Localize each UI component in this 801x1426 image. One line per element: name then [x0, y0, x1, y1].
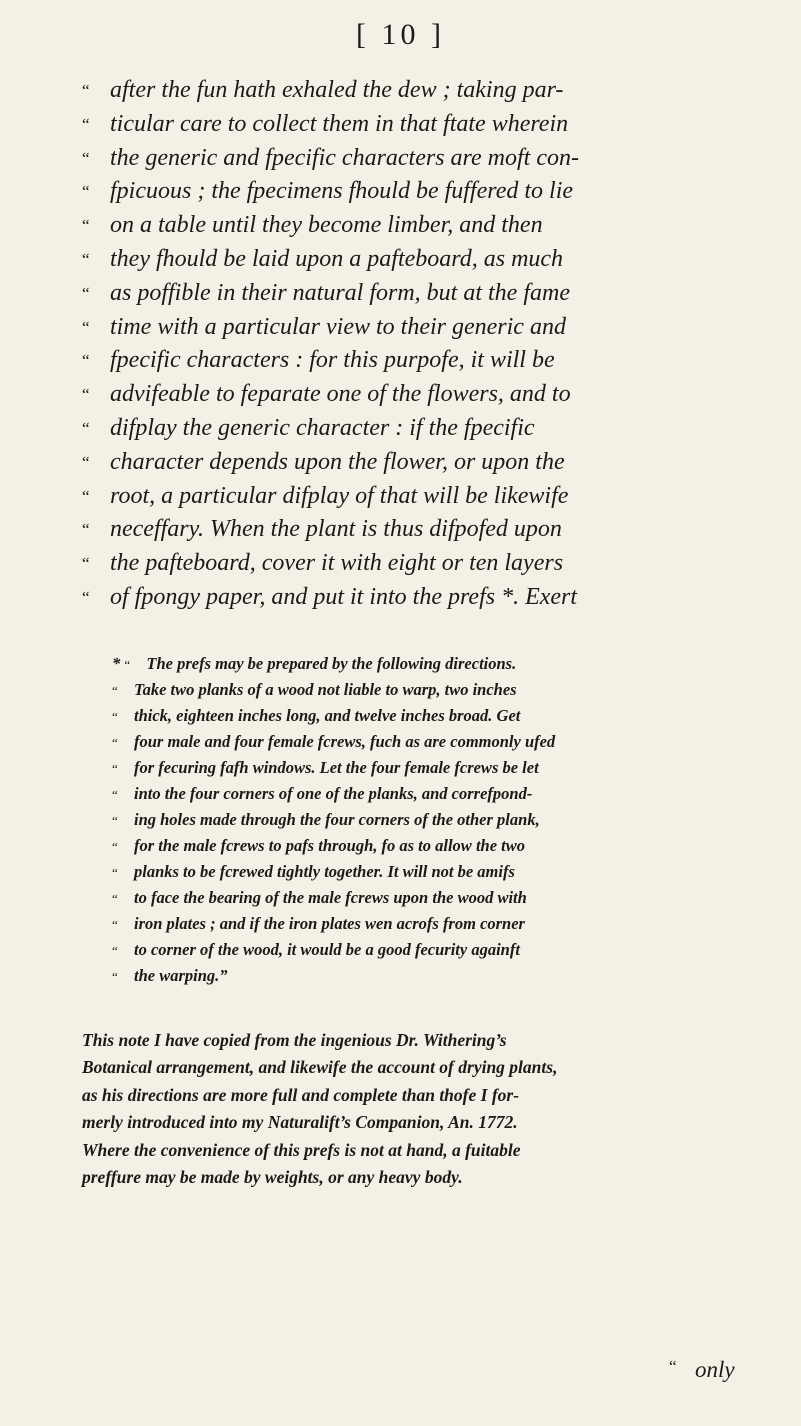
note-line-text: Where the convenience of this prefs is not at hand, a fuitable — [82, 1139, 521, 1160]
quote-mark: “ — [82, 148, 90, 168]
footnote-line-text: ing holes made through the four corners of the other plank, — [134, 810, 540, 829]
note-line-text: Botanical arrangement, and likewife the account of drying plants, — [82, 1057, 558, 1078]
footnote-line — [112, 963, 752, 989]
body-line — [82, 581, 762, 615]
footnote-line — [112, 911, 752, 937]
footnote-line-text: iron plates ; and if the iron plates wen acrofs from corner — [134, 914, 525, 933]
body-line — [82, 513, 762, 547]
footnote-line — [112, 677, 752, 703]
body-line-text: character depends upon the flower, or upon the — [110, 448, 565, 475]
footnote-line — [112, 859, 752, 885]
body-line-text: the generic and fpecific characters are moft con- — [110, 144, 579, 171]
quote-mark: “ — [82, 520, 90, 540]
footnote-line-text: four male and four female fcrews, fuch as are commonly ufed — [134, 732, 556, 751]
quote-mark: “ — [669, 1357, 677, 1376]
body-line — [82, 412, 762, 446]
quote-mark: “ — [82, 283, 90, 303]
body-line-text: they fhould be laid upon a pafteboard, as much — [110, 245, 564, 272]
quote-mark: “ — [112, 761, 118, 776]
body-line-text: time with a particular view to their generic and — [110, 313, 566, 340]
footnote-line-text: The prefs may be prepared by the following directions. — [146, 654, 517, 673]
quote-mark: “ — [112, 735, 118, 750]
body-line — [82, 378, 762, 412]
footnote-line — [112, 703, 752, 729]
note-line-text: preffure may be made by weights, or any heavy body. — [82, 1166, 463, 1187]
body-line-text: on a table until they become limber, and then — [110, 212, 543, 239]
editor-note — [82, 1027, 762, 1191]
quote-mark: “ — [82, 385, 90, 405]
quote-mark: “ — [82, 351, 90, 371]
footnote-line — [112, 937, 752, 963]
footnote-line-text: planks to be fcrewed tightly together. It will not be amifs — [134, 862, 515, 881]
footnote-line-text: to face the bearing of the male fcrews upon the wood with — [134, 888, 527, 907]
body-line-text: difplay the generic character : if the fpecific — [110, 414, 535, 441]
quote-mark: “ — [112, 969, 118, 984]
footnote-line — [112, 833, 752, 859]
quote-mark: “ — [124, 657, 131, 672]
body-line — [82, 311, 762, 345]
quote-mark: “ — [112, 891, 118, 906]
footnote-line-text: for the male fcrews to pafs through, fo as to allow the two — [134, 836, 525, 855]
note-line-text: merly introduced into my Naturalift’s Companion, An. 1772. — [82, 1112, 518, 1133]
body-text — [82, 74, 762, 615]
footnote-line-text: to corner of the wood, it would be a good fecurity againft — [134, 940, 520, 959]
footnote-line — [112, 807, 752, 833]
body-line — [82, 344, 762, 378]
quote-mark: “ — [112, 813, 118, 828]
quote-mark: “ — [82, 554, 90, 574]
body-line-text: after the fun hath exhaled the dew ; taking par- — [110, 77, 564, 103]
quote-mark: “ — [82, 249, 90, 269]
quote-mark: “ — [82, 114, 90, 134]
body-line-text: advifeable to feparate one of the flowers, and to — [110, 381, 571, 408]
body-line — [82, 108, 762, 142]
quote-mark: “ — [112, 943, 118, 958]
quote-mark: “ — [112, 787, 118, 802]
body-line — [82, 74, 762, 108]
footnote-line-text: for fecuring fafh windows. Let the four female fcrews be let — [134, 758, 539, 777]
quote-mark: “ — [82, 317, 90, 337]
catchword — [669, 1357, 735, 1383]
body-line-text: fpicuous ; the fpecimens fhould be fuffered to lie — [110, 178, 574, 205]
body-line-text: as poffible in their natural form, but at the fame — [110, 279, 570, 306]
footnote-line-text: the warping.” — [134, 966, 228, 985]
note-line — [82, 1054, 762, 1081]
body-line-text: root, a particular difplay of that will be likewife — [110, 482, 569, 509]
page-number: [ 10 ] — [356, 18, 445, 51]
footnote — [112, 651, 752, 989]
note-line — [82, 1082, 762, 1109]
body-line — [82, 547, 762, 581]
body-line-text: neceffary. When the plant is thus difpofed upon — [110, 516, 562, 543]
body-line — [82, 142, 762, 176]
body-line-text: of fpongy paper, and put it into the prefs *. Exert — [110, 583, 578, 610]
note-line-text: as his directions are more full and complete than thofe I for- — [82, 1084, 520, 1105]
note-line — [82, 1109, 762, 1136]
body-line — [82, 243, 762, 277]
footnote-line — [112, 781, 752, 807]
body-line — [82, 175, 762, 209]
note-line — [82, 1137, 762, 1164]
quote-mark: “ — [112, 839, 118, 854]
quote-mark: “ — [82, 182, 90, 202]
body-line — [82, 480, 762, 514]
body-line — [82, 209, 762, 243]
body-line-text: ticular care to collect them in that ftate wherein — [110, 110, 569, 137]
quote-mark: “ — [82, 452, 90, 472]
quote-mark: “ — [112, 917, 118, 932]
note-line — [82, 1164, 762, 1191]
quote-mark: “ — [112, 709, 118, 724]
footnote-line — [112, 755, 752, 781]
note-line-text: This note I have copied from the ingenious Dr. Withering’s — [82, 1030, 507, 1050]
quote-mark: “ — [82, 486, 90, 506]
note-line — [82, 1027, 762, 1054]
footnote-line — [112, 651, 752, 677]
quote-mark: “ — [112, 683, 118, 698]
quote-mark: “ — [82, 587, 90, 607]
footnote-line-text: into the four corners of one of the planks, and correfpond- — [134, 784, 533, 803]
catchword-text: only — [695, 1357, 735, 1382]
quote-mark: “ — [82, 81, 90, 100]
footnote-line-text: Take two planks of a wood not liable to warp, two inches — [134, 680, 517, 699]
footnote-marker: * — [112, 654, 121, 673]
quote-mark: “ — [112, 865, 118, 880]
body-line-text: fpecific characters : for this purpofe, it will be — [110, 347, 555, 374]
quote-mark: “ — [82, 216, 90, 236]
quote-mark: “ — [82, 418, 90, 438]
footnote-line — [112, 729, 752, 755]
body-line — [82, 277, 762, 311]
body-line-text: the pafteboard, cover it with eight or ten layers — [110, 550, 564, 577]
body-line — [82, 446, 762, 480]
footnote-line-text: thick, eighteen inches long, and twelve inches broad. Get — [134, 706, 521, 725]
footnote-line — [112, 885, 752, 911]
